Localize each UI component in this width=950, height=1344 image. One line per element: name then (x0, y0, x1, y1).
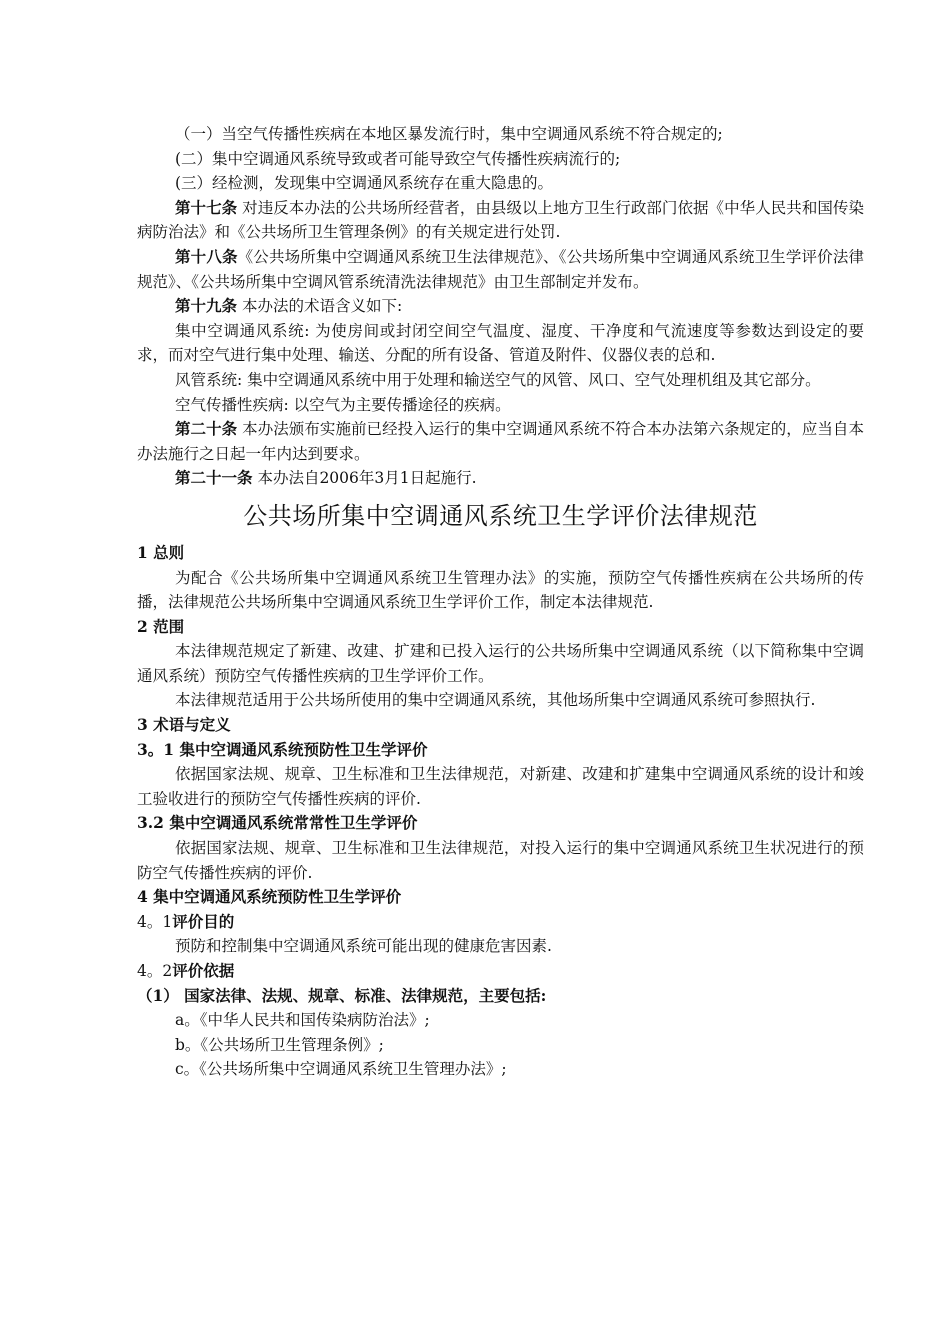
article-19 (137, 294, 864, 319)
article-19-text: 本办法的术语含义如下: (237, 297, 403, 316)
article-18-label: 第十八条 (175, 246, 238, 266)
section-1-text: 为配合《公共场所集中空调通风系统卫生管理办法》的实施，预防空气传播性疾病在公共场所的传播，法律规范公共场所集中空调通风系统卫生学评价工作，制定本法律规范. (137, 568, 864, 612)
article-21-text: 本办法自2006年3月1日起施行. (252, 469, 477, 488)
section-3-1-text: 依据国家法规、规章、卫生标准和卫生法律规范，对新建、改建和扩建集中空调通风系统的设计和竣工验收进行的预防空气传播性疾病的评价. (137, 765, 864, 808)
section-2-heading: 2 范围 (137, 616, 185, 636)
section-3-2-heading: 3.2 集中空调通风系统常常性卫生学评价 (137, 813, 418, 833)
article-18 (137, 245, 864, 294)
section-4-2-sub-heading: （1） 国家法律、法规、规章、标准、法律规范，主要包括: (137, 985, 547, 1005)
term-duct-system: 风管系统: 集中空调通风系统中用于处理和输送空气的风管、风口、空气处理机组及其它部分。 (175, 370, 821, 389)
article-21-label: 第二十一条 (175, 468, 253, 488)
document-title: 公共场所集中空调通风系统卫生学评价法律规范 (243, 501, 758, 530)
section-3-2-text: 依据国家法规、规章、卫生标准和卫生法律规范，对投入运行的集中空调通风系统卫生状况进行的预防空气传播性疾病的评价. (137, 839, 864, 882)
section-2-text-2: 本法律规范适用于公共场所使用的集中空调通风系统，其他场所集中空调通风系统可参照执行. (175, 691, 816, 710)
section-4-2-heading (137, 959, 864, 984)
section-4-1-number: 4。1 (137, 912, 173, 931)
section-4-1-label: 评价目的 (172, 911, 235, 931)
article-17 (137, 196, 864, 245)
section-4-1-heading (137, 910, 864, 935)
section-4-1-text: 预防和控制集中空调通风系统可能出现的健康危害因素. (175, 937, 552, 956)
section-3-heading: 3 术语与定义 (137, 715, 231, 735)
article-20 (137, 417, 864, 466)
section-4-heading: 4 集中空调通风系统预防性卫生学评价 (137, 887, 402, 907)
section-2-text-1: 本法律规范规定了新建、改建、扩建和已投入运行的公共场所集中空调通风系统（以下简称集中空调通风系统）预防空气传播性疾病的卫生学评价工作。 (137, 642, 864, 685)
article-20-text: 本办法颁布实施前已经投入运行的集中空调通风系统不符合本办法第六条规定的，应当自本办法施行之日起一年内达到要求。 (137, 420, 864, 463)
document-page (137, 122, 864, 1082)
list-item-b: b。《公共场所卫生管理条例》; (175, 1035, 384, 1054)
term-central-ac: 集中空调通风系统: 为使房间或封闭空间空气温度、湿度、干净度和气流速度等参数达到设定的要求，而对空气进行集中处理、输送、分配的所有设备、管道及附件、仪器仪表的总和. (137, 321, 864, 365)
section-4-2-label: 评价依据 (172, 961, 235, 980)
list-item-a: a。《中华人民共和国传染病防治法》; (175, 1011, 430, 1030)
clause-item-1: （一）当空气传播性疾病在本地区暴发流行时，集中空调通风系统不符合规定的; (175, 125, 723, 143)
section-3-1-heading: 3。1 集中空调通风系统预防性卫生学评价 (137, 739, 428, 759)
term-airborne-disease: 空气传播性疾病: 以空气为主要传播途径的疾病。 (175, 395, 511, 414)
section-1-heading: 1 总则 (137, 542, 185, 562)
article-21 (137, 466, 864, 491)
article-19-label: 第十九条 (175, 296, 238, 316)
article-17-label: 第十七条 (175, 197, 238, 217)
section-4-2-number: 4。2 (137, 962, 173, 980)
clause-item-2: (二）集中空调通风系统导致或者可能导致空气传播性疾病流行的; (175, 149, 621, 168)
list-item-c: c。《公共场所集中空调通风系统卫生管理办法》; (175, 1060, 507, 1079)
clause-item-3: (三）经检测，发现集中空调通风系统存在重大隐患的。 (175, 174, 554, 193)
article-20-label: 第二十条 (175, 419, 238, 439)
article-17-text: 对违反本办法的公共场所经营者，由县级以上地方卫生行政部门依据《中华人民共和国传染病防治法》和《公共场所卫生管理条例》的有关规定进行处罚. (137, 198, 864, 242)
article-18-text: 《公共场所集中空调通风系统卫生法律规范》、《公共场所集中空调通风系统卫生学评价法律规范》、《公共场所集中空调风管系统清洗法律规范》由卫生部制定并发布。 (137, 247, 864, 291)
